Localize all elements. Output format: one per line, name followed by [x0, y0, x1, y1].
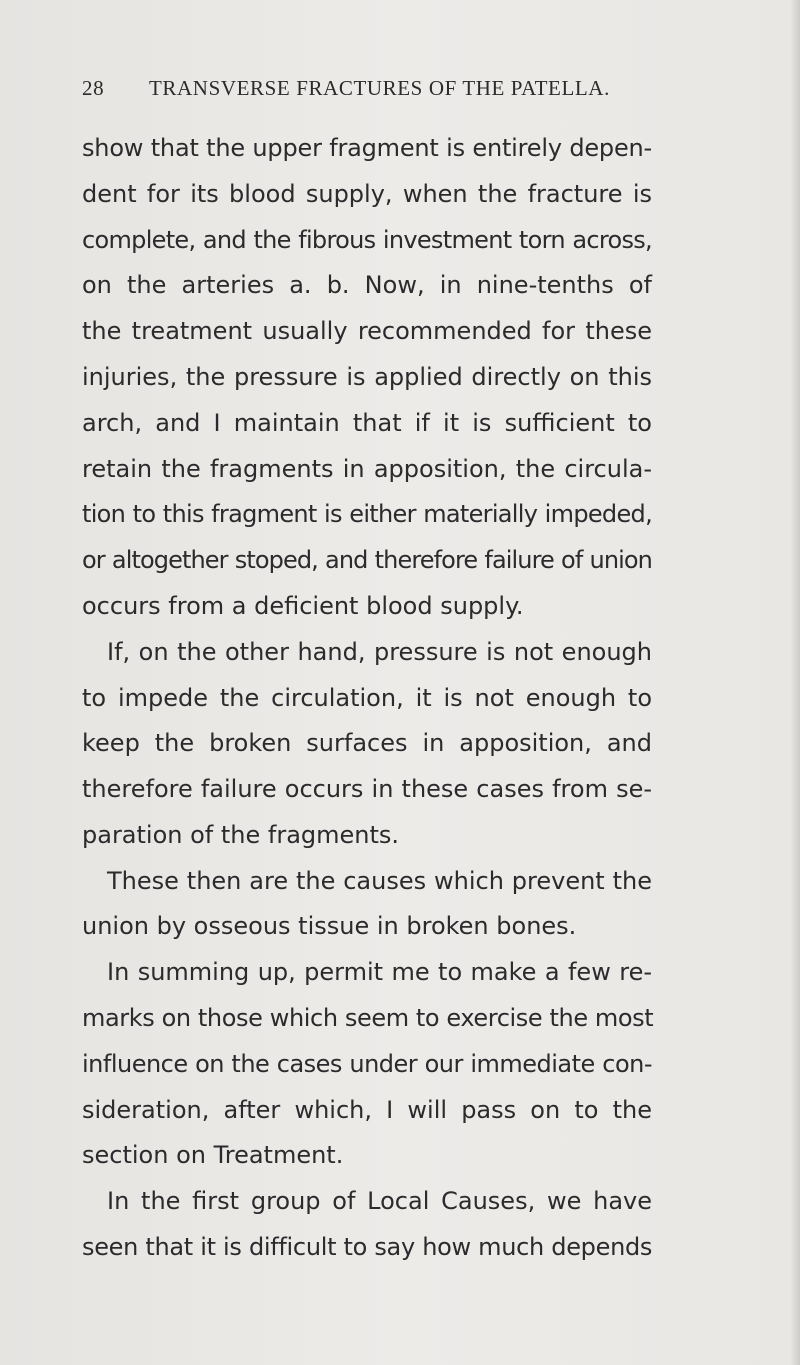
text-line: marks on those which seem to exercise the most: [82, 1004, 654, 1032]
text-line: arch, and I maintain that if it is sufficient to: [82, 409, 652, 437]
page-number: 28: [82, 76, 105, 100]
text-line: tion to this fragment is either materially impeded,: [82, 500, 652, 528]
text-line: influence on the cases under our immediate con-: [82, 1050, 652, 1078]
running-title: TRANSVERSE FRACTURES OF THE PATELLA.: [149, 76, 610, 100]
text-line: seen that it is difficult to say how much depends: [82, 1233, 653, 1261]
text-line: sideration, after which, I will pass on to the: [82, 1096, 652, 1124]
text-line: In the first group of Local Causes, we have: [107, 1187, 652, 1215]
text-line: retain the fragments in apposition, the circula-: [82, 455, 652, 483]
text-line: section on Treatment.: [82, 1141, 344, 1169]
text-line: therefore failure occurs in these cases from se-: [82, 775, 652, 803]
text-line: In summing up, permit me to make a few re-: [107, 958, 652, 986]
text-line: complete, and the fibrous investment torn across,: [82, 226, 652, 254]
text-line: injuries, the pressure is applied directly on this: [82, 363, 652, 391]
text-line: on the arteries a. b. Now, in nine-tenths of: [82, 271, 652, 299]
text-line: union by osseous tissue in broken bones.: [82, 912, 577, 940]
text-line: paration of the fragments.: [82, 821, 400, 849]
text-line: show that the upper fragment is entirely depen-: [82, 134, 652, 162]
text-line: dent for its blood supply, when the fracture is: [82, 180, 652, 208]
text-line: keep the broken surfaces in apposition, and: [82, 729, 652, 757]
text-line: to impede the circulation, it is not enough to: [82, 684, 652, 712]
text-line: the treatment usually recommended for these: [82, 317, 652, 345]
text-line: or altogether stoped, and therefore failure of union: [82, 546, 652, 574]
text-line: If, on the other hand, pressure is not enough: [107, 638, 652, 666]
text-line: occurs from a deficient blood supply.: [82, 592, 524, 620]
text-line: These then are the causes which prevent the: [107, 867, 652, 895]
